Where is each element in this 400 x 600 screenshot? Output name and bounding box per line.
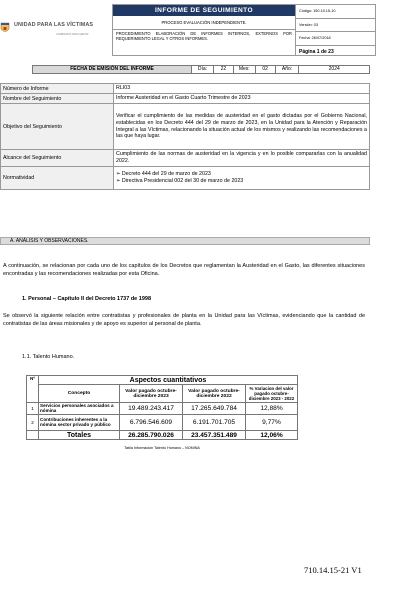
row-value-2022: 17.265.649.784 [183, 403, 246, 415]
row-concept: Servicios personales asociados a nómina [39, 403, 120, 415]
header-title-block [112, 4, 296, 56]
document-code: Código: 150.19.15-10 [296, 5, 375, 19]
totals-value-2022: 23.457.351.489 [183, 431, 246, 440]
regulation-item: ➢ Decreto 444 del 29 de marzo de 2023 [116, 171, 211, 178]
info-label: Normatividad [1, 167, 114, 190]
totals-spacer [27, 431, 39, 440]
info-label: Objetivo del Seguimiento [1, 104, 114, 150]
row-concept: Contribuciones inherentes a la nómina sector privado y público [39, 415, 120, 431]
row-number: 1 [27, 403, 39, 415]
footer-code: 710.14.15-21 V1 [304, 565, 362, 575]
emission-date-row [32, 65, 370, 74]
emission-day: 22 [214, 66, 234, 73]
table-row [27, 415, 298, 431]
column-header-2023: Valor pagado octubre-diciembre 2023 [120, 385, 183, 403]
emission-day-label: Día: [192, 66, 214, 73]
info-value: RLI03 [114, 84, 370, 94]
table-row [27, 403, 298, 415]
procedure-name: PROCEDIMIENTO ELABORACIÓN DE INFORMES INTERNOS, EXTERNOS POR REQUERIMIENTO LEGAL Y OTROS INFORMES. [116, 31, 292, 41]
report-info-table [0, 83, 370, 190]
column-header-n: Nº [27, 376, 39, 403]
row-number: 2 [27, 415, 39, 431]
group-header: Aspectos cuantitativos [39, 376, 298, 385]
emission-month: 02 [256, 66, 276, 73]
subsection-paragraph: Se observó la siguiente relación entre contratistas y profesionales de planta en la Unidad para las Víctimas, evidenciando que la cantidad de contratistas de las áreas misionales y de apoyo es superior al personal de planta. [3, 313, 365, 327]
info-row [1, 167, 370, 190]
info-value [114, 167, 370, 190]
item-heading: 1.1. Talento Humano. [22, 354, 75, 360]
emission-label: FECHA DE EMISIÓN DEL INFORME [33, 66, 192, 73]
info-row [1, 94, 370, 104]
org-name: UNIDAD PARA LAS VÍCTIMAS [14, 22, 94, 28]
regulation-item: ➢ Directiva Presidencial 002 del 30 de marzo de 2023 [116, 178, 244, 184]
info-value: Informe Austeridad en el Gasto Cuarto Trimestre de 2023 [114, 94, 370, 104]
info-row [1, 104, 370, 150]
info-row [1, 84, 370, 94]
talent-table [26, 375, 298, 440]
row-variation: 9,77% [246, 415, 298, 431]
document-header [0, 4, 400, 56]
totals-row [27, 431, 298, 440]
column-header-variation: % Variacion del valor pagado octubre-diciembre 2023 - 2022 [246, 385, 298, 403]
table-header-row [27, 376, 298, 385]
coat-of-arms-icon [0, 21, 10, 35]
document-title: INFORME DE SEGUIMIENTO [113, 5, 295, 16]
row-variation: 12,88% [246, 403, 298, 415]
info-value: Verificar el cumplimiento de las medidas de austeridad en el gasto dictadas por el Gobierno Nacional, establecidas en los Decreto 444 del 29 de marzo de 2023, en la Unidad para la Atención y Reparación Integral a las Víctimas, relacionando la situación actual de los mismos y realizando las recomendaciones a las que haya lugar. [114, 104, 370, 150]
info-row [1, 150, 370, 167]
info-value: Cumplimiento de las normas de austeridad en la vigencia y en lo posible compararlas con la anualidad 2022. [114, 150, 370, 167]
section-heading: A. ANÁLISIS Y OBSERVACIONES. [0, 237, 370, 245]
table-header-row [27, 385, 298, 403]
column-header-concept: Concepto [39, 385, 120, 403]
logo-block [0, 4, 112, 56]
page-number: Página 1 de 23 [299, 48, 334, 55]
info-label: Nombre del Seguimiento [1, 94, 114, 104]
row-value-2023: 19.489.243.417 [120, 403, 183, 415]
info-label: Número de Informe [1, 84, 114, 94]
totals-value-2023: 26.285.790.026 [120, 431, 183, 440]
totals-label: Totales [39, 431, 120, 440]
column-header-2022: Valor pagado octubre-diciembre 2022 [183, 385, 246, 403]
org-subtitle: CAMBIAMOS PARA SERVIR [56, 33, 89, 36]
emission-year-label: Año: [276, 66, 300, 73]
row-value-2023: 6.796.546.609 [120, 415, 183, 431]
totals-variation: 12,06% [246, 431, 298, 440]
document-version: Versión: 03 [296, 19, 375, 33]
emission-year: 2024 [328, 66, 340, 72]
header-meta-block [296, 4, 376, 56]
intro-paragraph: A continuación, se relacionan por cada uno de los capítulos de los Decretos que reglamentan la Austeridad en el Gasto, las diferentes situaciones encontradas y las recomendaciones realizadas por esta Oficina. [3, 263, 365, 277]
emission-month-label: Mes: [234, 66, 256, 73]
document-date: Fecha: 26/07/2018 [296, 32, 375, 46]
info-label: Alcance del Seguimiento [1, 150, 114, 167]
subsection-heading: 1. Personal – Capítulo II del Decreto 1737 de 1998 [22, 296, 152, 302]
process-name: PROCESO EVALUACIÓN INDEPENDIENTE. [113, 16, 295, 30]
table-caption: Tabla Información Talento Humano – NOMINA [124, 446, 200, 450]
row-value-2022: 6.191.701.705 [183, 415, 246, 431]
